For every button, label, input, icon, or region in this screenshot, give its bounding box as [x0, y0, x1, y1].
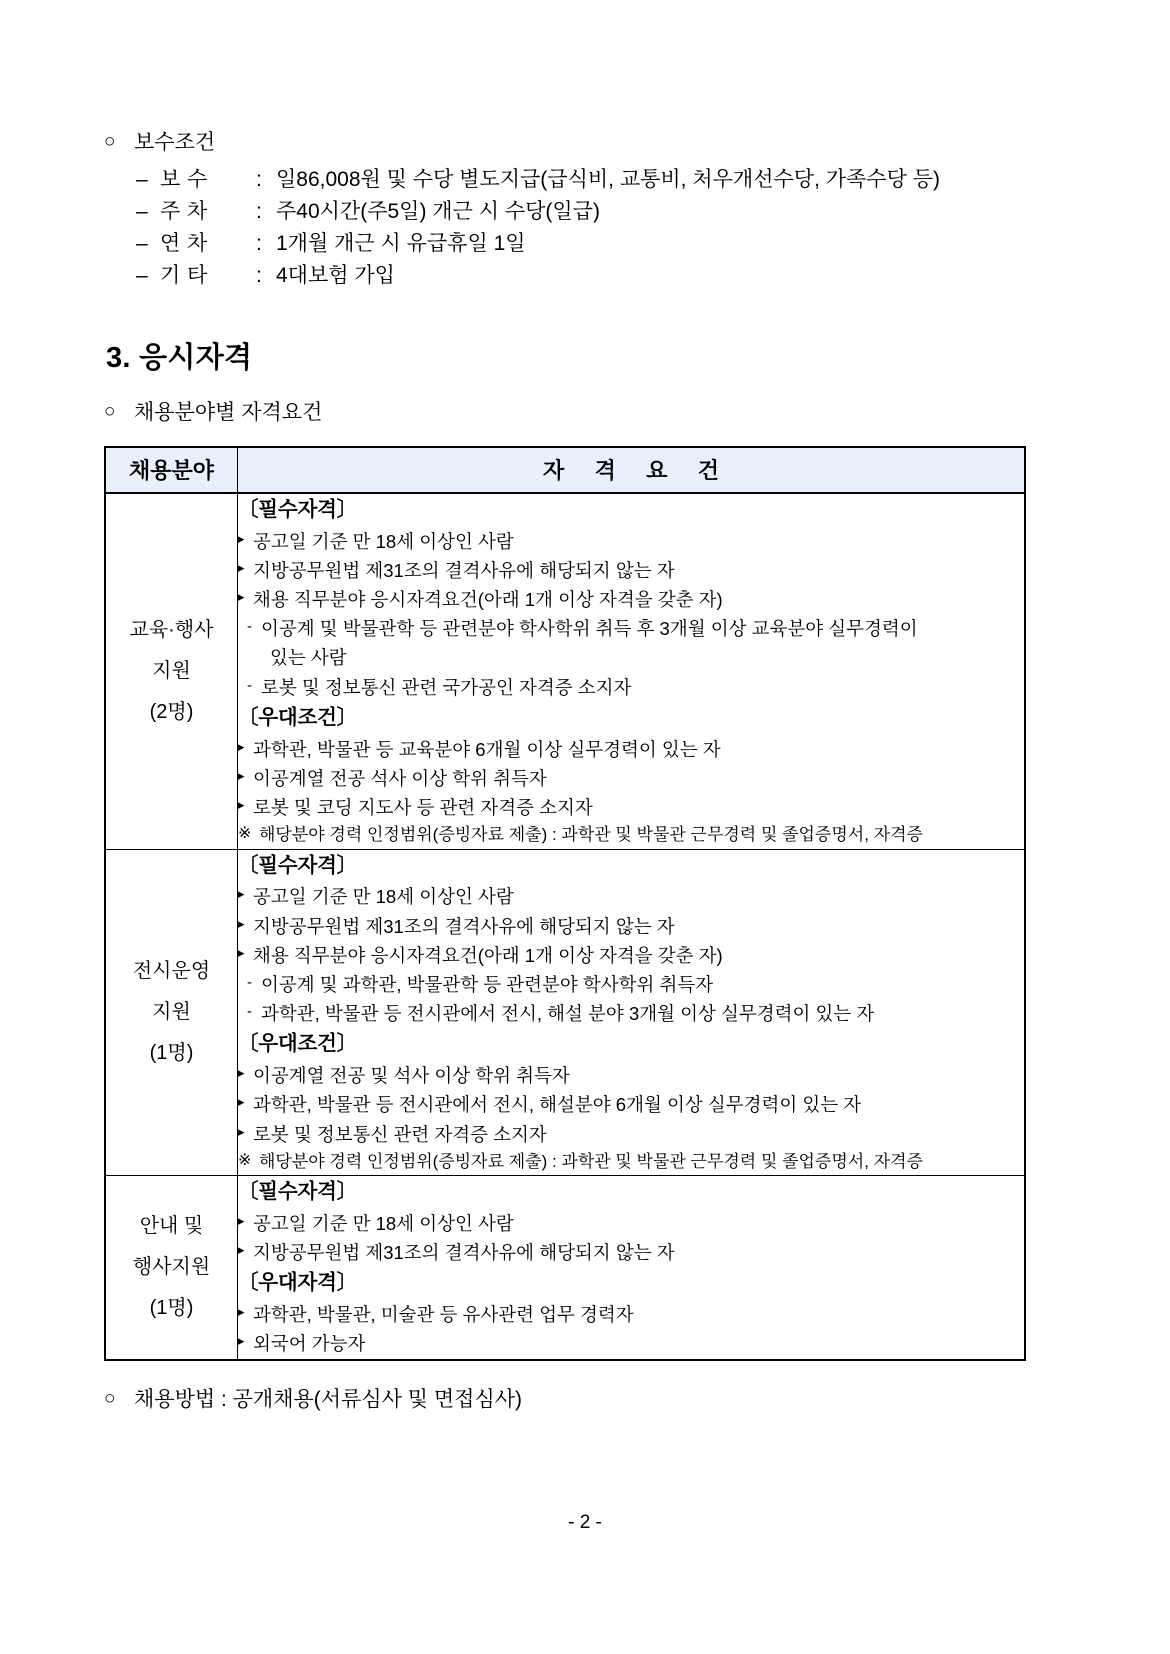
dash-bullet-icon: - [247, 1003, 252, 1021]
pay-item-other [104, 260, 1026, 292]
pay-item-separator: : [256, 263, 262, 287]
requirement-line [238, 764, 1024, 793]
page-number: - 2 - [568, 1512, 602, 1533]
requirement-note-text: 해당분야 경력 인정범위(증빙자료 제출) : 과학관 및 박물관 근무경력 및 졸업증명서, 자격증 [259, 1151, 923, 1171]
pay-item-label: 보 수 [160, 167, 208, 191]
pay-item-label: 기 타 [160, 263, 208, 287]
recruitment-method [104, 1385, 1026, 1414]
pay-item-value: 주40시간(주5일) 개근 시 수당(일급) [276, 199, 600, 223]
dash-bullet-icon: – [136, 263, 148, 287]
pay-item-value: 1개월 개근 시 유급휴일 1일 [276, 231, 526, 255]
requirement-group-title: 〔우대조건〕 [238, 705, 357, 729]
triangle-bullet-icon: ▸ [238, 1094, 245, 1110]
requirement-text: 지방공무원법 제31조의 결격사유에 해당되지 않는 자 [253, 559, 675, 581]
field-headcount: (1명) [149, 1296, 194, 1319]
requirement-line [238, 585, 1024, 614]
requirement-group-title: 〔필수자격〕 [238, 1180, 357, 1204]
field-headcount: (1명) [149, 1041, 194, 1064]
field-headcount: (2명) [149, 700, 194, 723]
requirement-text: 공고일 기준 만 18세 이상인 사람 [253, 886, 514, 908]
table-row [105, 1176, 1025, 1360]
field-name-line1: 안내 및 [139, 1214, 204, 1237]
requirement-group-title: 〔필수자격〕 [238, 853, 357, 877]
table-body [105, 493, 1025, 1360]
requirement-line [238, 1238, 1024, 1267]
requirement-text: 지방공무원법 제31조의 결격사유에 해당되지 않는 자 [253, 1242, 675, 1264]
triangle-bullet-icon: ▸ [238, 1065, 245, 1081]
requirement-line [238, 556, 1024, 585]
requirement-text: 채용 직무분야 응시자격요건(아래 1개 이상 자격을 갖춘 자) [253, 944, 723, 966]
requirement-subline [238, 999, 1024, 1028]
requirement-line [238, 941, 1024, 970]
requirement-line [238, 1209, 1024, 1238]
triangle-bullet-icon: ▸ [238, 1333, 245, 1349]
requirement-subtext: 이공계 및 박물관학 등 관련분야 학사학위 취득 후 3개월 이상 교육분야 실무경력이 [261, 618, 918, 640]
dash-bullet-icon: – [136, 167, 148, 191]
requirement-line [238, 1061, 1024, 1090]
triangle-bullet-icon: ▸ [238, 530, 245, 546]
requirement-text: 외국어 가능자 [253, 1333, 366, 1355]
triangle-bullet-icon: ▸ [238, 915, 245, 931]
triangle-bullet-icon: ▸ [238, 767, 245, 783]
requirement-text: 과학관, 박물관 등 전시관에서 전시, 해설분야 6개월 이상 실무경력이 있는 자 [253, 1094, 862, 1116]
qualification-subheading-label: 채용분야별 자격요건 [134, 401, 323, 425]
requirement-line [238, 1300, 1024, 1329]
requirements-cell [238, 493, 1026, 849]
column-header-requirements: 자 격 요 건 [238, 447, 1026, 493]
pay-conditions-heading-label: 보수조건 [134, 131, 216, 154]
field-name-line2: 지원 [152, 1000, 191, 1023]
reference-mark-icon: ※ [238, 825, 252, 843]
requirement-subline [238, 970, 1024, 999]
requirement-line [238, 1120, 1024, 1149]
requirement-group-title: 〔필수자격〕 [238, 497, 357, 521]
requirement-group-title: 〔우대자격〕 [238, 1271, 357, 1295]
requirement-line [238, 1090, 1024, 1119]
field-name-line2: 행사지원 [132, 1255, 211, 1278]
requirement-note-text: 해당분야 경력 인정범위(증빙자료 제출) : 과학관 및 박물관 근무경력 및 졸업증명서, 자격증 [259, 825, 923, 845]
section-heading-qualifications: 3. 응시자격 [106, 342, 253, 375]
requirement-line [238, 527, 1024, 556]
table-row [105, 849, 1025, 1176]
dash-bullet-icon: - [247, 618, 252, 636]
requirement-line [238, 735, 1024, 764]
requirement-line [238, 882, 1024, 911]
requirement-note [238, 1149, 1024, 1175]
qualification-subheading [104, 398, 1026, 427]
requirement-text: 이공계열 전공 및 석사 이상 학위 취득자 [253, 1065, 570, 1087]
requirement-text: 로봇 및 정보통신 관련 자격증 소지자 [253, 1123, 547, 1145]
circle-bullet-icon: ○ [104, 401, 116, 423]
pay-conditions-heading [104, 128, 1026, 158]
dash-bullet-icon: – [136, 231, 148, 255]
requirement-line [238, 912, 1024, 941]
circle-bullet-icon: ○ [104, 1387, 116, 1409]
triangle-bullet-icon: ▸ [238, 1212, 245, 1228]
requirement-subline [238, 614, 1024, 643]
circle-bullet-icon: ○ [104, 131, 116, 152]
pay-item-separator: : [256, 199, 262, 223]
triangle-bullet-icon: ▸ [238, 1242, 245, 1258]
requirement-text: 지방공무원법 제31조의 결격사유에 해당되지 않는 자 [253, 915, 675, 937]
triangle-bullet-icon: ▸ [238, 944, 245, 960]
triangle-bullet-icon: ▸ [238, 738, 245, 754]
table-header [105, 447, 1025, 493]
column-header-field: 채용분야 [105, 447, 238, 493]
triangle-bullet-icon: ▸ [238, 886, 245, 902]
field-name-line1: 전시운영 [132, 959, 211, 982]
field-cell [105, 849, 238, 1176]
recruitment-method-text: 채용방법 : 공개채용(서류심사 및 면접심사) [134, 1387, 523, 1411]
requirement-note [238, 822, 1024, 848]
requirement-subline [238, 673, 1024, 702]
requirement-continuation: 있는 사람 [270, 647, 347, 669]
requirements-cell [238, 849, 1026, 1176]
requirement-text: 채용 직무분야 응시자격요건(아래 1개 이상 자격을 갖춘 자) [253, 589, 723, 611]
pay-item-salary [104, 164, 1026, 196]
field-name-line1: 교육·행사 [129, 618, 214, 641]
requirement-subtext: 과학관, 박물관 등 전시관에서 전시, 해설 분야 3개월 이상 실무경력이 있는 자 [261, 1003, 875, 1025]
triangle-bullet-icon: ▸ [238, 1304, 245, 1320]
requirement-line [238, 1329, 1024, 1358]
requirement-text: 공고일 기준 만 18세 이상인 사람 [253, 530, 514, 552]
requirement-text: 과학관, 박물관, 미술관 등 유사관련 업무 경력자 [253, 1304, 634, 1326]
pay-item-value: 일86,008원 및 수당 별도지급(급식비, 교통비, 처우개선수당, 가족수당 등) [276, 167, 940, 191]
pay-item-label: 연 차 [160, 231, 208, 255]
field-cell [105, 1176, 238, 1360]
pay-conditions-list [104, 164, 1026, 292]
triangle-bullet-icon: ▸ [238, 797, 245, 813]
requirement-subtext: 로봇 및 정보통신 관련 국가공인 자격증 소지자 [261, 676, 632, 698]
reference-mark-icon: ※ [238, 1151, 252, 1169]
table-header-row [105, 447, 1025, 493]
dash-bullet-icon: - [247, 974, 252, 992]
dash-bullet-icon: – [136, 199, 148, 223]
field-name-line2: 지원 [152, 659, 191, 682]
pay-item-separator: : [256, 231, 262, 255]
pay-item-weekly [104, 196, 1026, 228]
requirement-text: 이공계열 전공 석사 이상 학위 취득자 [253, 767, 547, 789]
requirement-text: 공고일 기준 만 18세 이상인 사람 [253, 1212, 514, 1234]
triangle-bullet-icon: ▸ [238, 559, 245, 575]
requirements-cell [238, 1176, 1026, 1360]
requirement-group-title: 〔우대조건〕 [238, 1032, 357, 1056]
triangle-bullet-icon: ▸ [238, 1123, 245, 1139]
requirement-text: 로봇 및 코딩 지도사 등 관련 자격증 소지자 [253, 797, 593, 819]
triangle-bullet-icon: ▸ [238, 589, 245, 605]
requirement-line [238, 793, 1024, 822]
pay-item-value: 4대보험 가입 [276, 263, 395, 287]
dash-bullet-icon: - [247, 676, 252, 694]
field-cell [105, 493, 238, 849]
requirement-text: 과학관, 박물관 등 교육분야 6개월 이상 실무경력이 있는 자 [253, 738, 721, 760]
page-content [104, 128, 1026, 1432]
qualification-table [104, 446, 1026, 1361]
pay-item-annual [104, 228, 1026, 260]
pay-item-label: 주 차 [160, 199, 208, 223]
requirement-subtext: 이공계 및 과학관, 박물관학 등 관련분야 학사학위 취득자 [261, 974, 714, 996]
pay-item-separator: : [256, 167, 262, 191]
table-row [105, 493, 1025, 849]
